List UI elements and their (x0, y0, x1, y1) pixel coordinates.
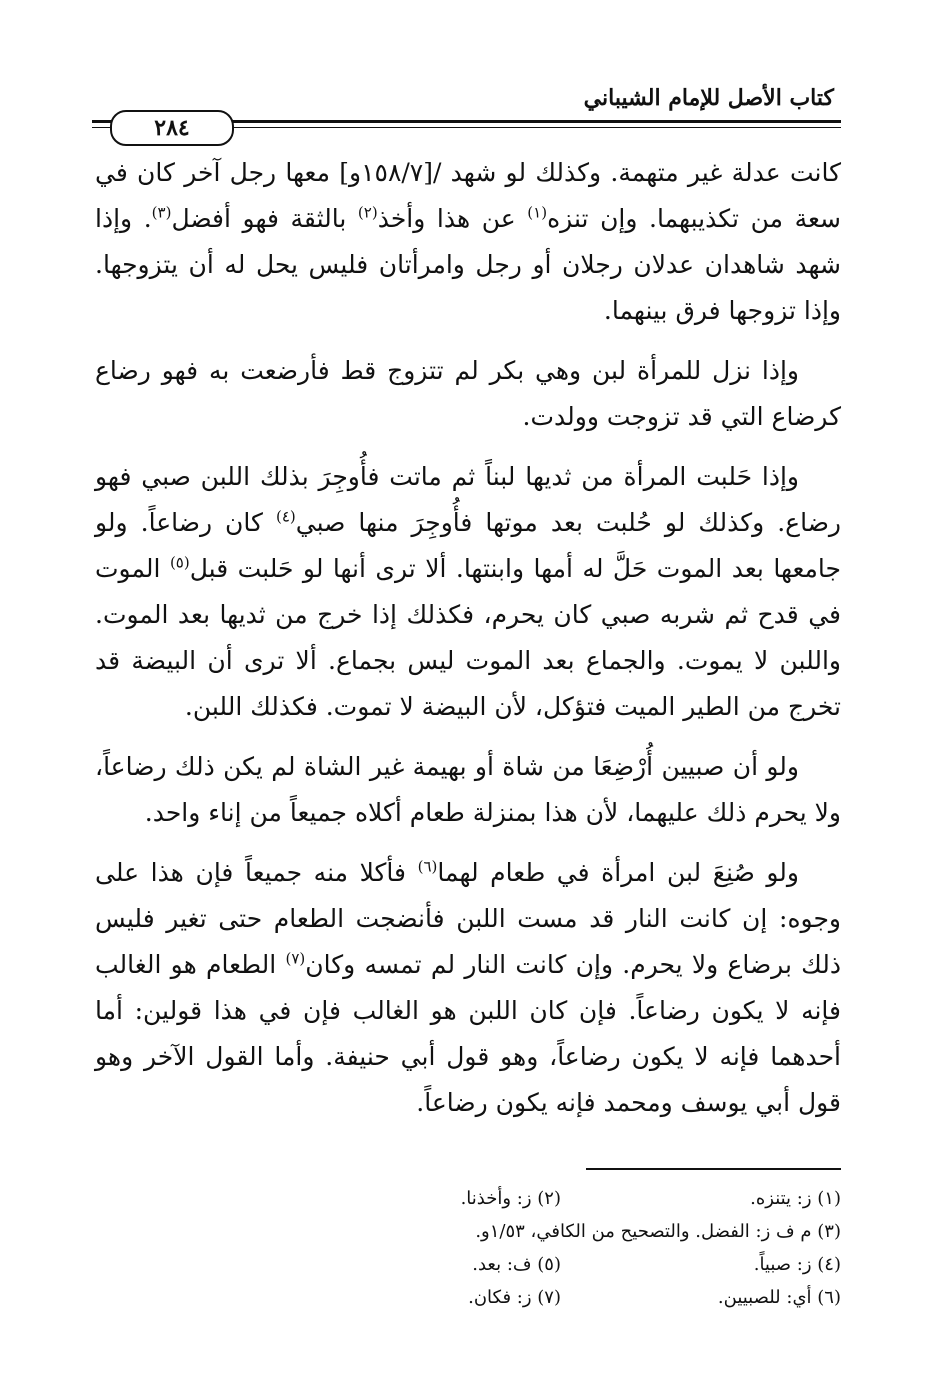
footnote-ref-5: (٥) (169, 553, 190, 572)
paragraph-4: ولو أن صبيين أُرْضِعَا من شاة أو بهيمة غير الشاة لم يكن ذلك رضاعاً، ولا يحرم ذلك عليهما، لأن هذا بمنزلة طعام أكلاه جميعاً من إناء واحد. (95, 752, 841, 827)
paragraph-1-text-a: كانت عدلة غير متهمة. وكذلك لو شهد /[١٥٨/٧و] معها رجل آخر كان في سعة من تكذيبهما. وإن تنزه (95, 158, 842, 233)
paragraph-1 (95, 150, 841, 334)
footnote-ref-1: (١) (527, 203, 548, 222)
paragraph-5-text-c: الطعام هو الغالب فإنه لا يكون رضاعاً. فإن كان اللبن هو الغالب فإن في هذا قولين: أما أحدهما فإنه لا يكون رضاعاً، وهو قول أبي حنيفة. وأما القول الآخر وهو قول أبي يوسف ومحمد فإنه يكون رضاعاً. (95, 950, 841, 1117)
paragraph-3 (95, 454, 841, 730)
footnote-row (281, 1215, 841, 1248)
page-number: ٢٨٤ (110, 110, 234, 146)
footnote-row (281, 1281, 841, 1314)
footnotes (281, 1182, 841, 1314)
paragraph-3-text-a: وإذا حَلبت المرأة من ثديها لبناً ثم ماتت فأُوجِرَ بذلك اللبن صبي فهو رضاع. وكذلك لو حُلبت بعد موتها فأُوجِرَ منها صبي (95, 462, 841, 537)
paragraph-1-text-d: . وإذا شهد شاهدان عدلان رجلان أو رجل وامرأتان فليس يحل له أن يتزوجها. وإذا تزوجها فرق بينهما. (95, 204, 841, 325)
footnote-2: (٢) ز: وأخذنا. (460, 1188, 561, 1209)
paragraph-1-text-b: عن هذا وأخذ (377, 204, 528, 233)
footnote-4: (٤) ز: صبياً. (753, 1254, 841, 1275)
paragraph-1-text-c: بالثقة فهو أفضل (171, 204, 358, 233)
footnote-row (281, 1248, 841, 1281)
footnote-ref-6: (٦) (417, 857, 438, 876)
footnote-7: (٧) ز: فكان. (468, 1287, 561, 1308)
footnote-5: (٥) ف: بعد. (472, 1254, 561, 1275)
footnote-1: (١) ز: يتنزه. (750, 1188, 841, 1209)
footnote-3: (٣) م ف ز: الفضل. والتصحيح من الكافي، ١/٥٣و. (475, 1221, 841, 1242)
footnote-row (281, 1182, 841, 1215)
paragraph-3-text-b: كان رضاعاً. ولو جامعها بعد الموت حَلَّ له أمها وابنتها. ألا ترى أنها لو حَلبت قبل (95, 508, 841, 583)
footnote-ref-3: (٣) (151, 203, 172, 222)
paragraph-2: وإذا نزل للمرأة لبن وهي بكر لم تتزوج قط فأرضعت به فهو رضاع كرضاع التي قد تزوجت وولدت. (95, 356, 841, 431)
paragraph-5-text-b: فأكلا منه جميعاً فإن هذا على وجوه: إن كانت النار قد مست اللبن فأنضجت الطعام حتى تغير فليس ذلك برضاع ولا يحرم. وإن كانت النار لم تمسه وكان (95, 858, 841, 979)
footnote-separator (586, 1168, 841, 1170)
running-head: كتاب الأصل للإمام الشيباني (583, 85, 834, 111)
footnote-ref-4: (٤) (275, 507, 296, 526)
footnote-6: (٦) أي: للصبيين. (717, 1287, 841, 1308)
main-text (95, 150, 841, 1140)
paragraph-5-text-a: ولو صُنِعَ لبن امرأة في طعام لهما (437, 858, 799, 887)
paragraph-3-text-c: الموت في قدح ثم شربه صبي كان يحرم، فكذلك إذا خرج من ثديها بعد الموت. واللبن لا يموت. والجماع بعد الموت ليس بجماع. ألا ترى أن البيضة قد تخرج من الطير الميت فتؤكل، لأن البيضة لا تموت. فكذلك اللبن. (95, 554, 841, 721)
footnote-ref-2: (٢) (357, 203, 378, 222)
footnote-ref-7: (٧) (285, 949, 306, 968)
paragraph-5 (95, 850, 841, 1126)
